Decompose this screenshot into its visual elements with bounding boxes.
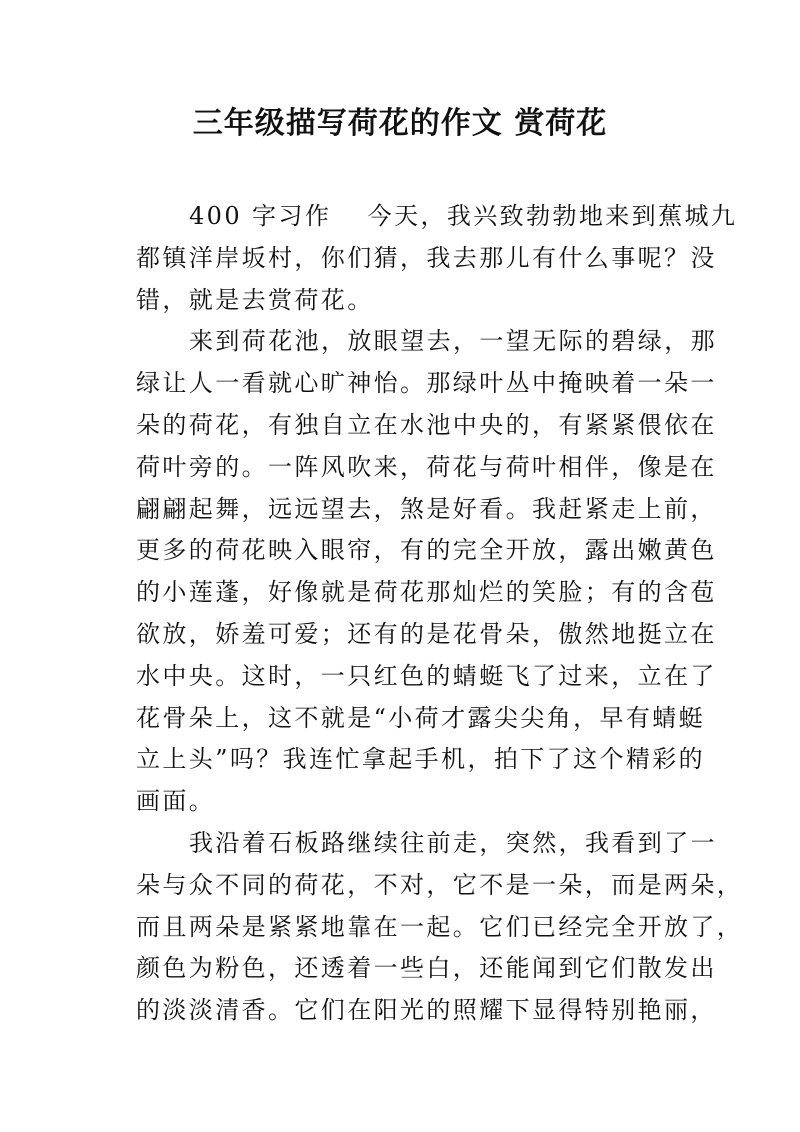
text-line: 而且两朵是紧紧地靠在一起。它们已经完全开放了， bbox=[136, 912, 744, 941]
text-line: 翩翩起舞，远远望去，煞是好看。我赶紧走上前， bbox=[136, 494, 717, 523]
text-line: 水中央。这时，一只红色的蜻蜓飞了过来，立在了 bbox=[136, 661, 717, 690]
text-line: 更多的荷花映入眼帘，有的完全开放，露出嫩黄色 bbox=[136, 536, 717, 565]
text-line: 我沿着石板路继续往前走，突然，我看到了一 bbox=[189, 828, 717, 857]
text-line: 400 字习作 今天，我兴致勃勃地来到蕉城九 bbox=[189, 202, 738, 230]
document-title: 三年级描写荷花的作文 赏荷花 bbox=[192, 106, 608, 141]
text-line: 朵与众不同的荷花，不对，它不是一朵，而是两朵， bbox=[136, 870, 744, 899]
text-line: 错，就是去赏荷花。 bbox=[136, 285, 374, 314]
text-line: 立上头”吗？我连忙拿起手机，拍下了这个精彩的 bbox=[136, 745, 706, 774]
document-body bbox=[136, 196, 744, 1032]
text-line: 绿让人一看就心旷神怡。那绿叶丛中掩映着一朵一 bbox=[136, 369, 717, 398]
text-line: 荷叶旁的。一阵风吹来，荷花与荷叶相伴，像是在 bbox=[136, 452, 717, 481]
text-line: 的小莲蓬，好像就是荷花那灿烂的笑脸；有的含苞 bbox=[136, 578, 717, 607]
text-line: 花骨朵上，这不就是“小荷才露尖尖角，早有蜻蜓 bbox=[136, 703, 706, 732]
text-line: 画面。 bbox=[136, 787, 216, 816]
text-line: 朵的荷花，有独自立在水池中央的，有紧紧偎依在 bbox=[136, 410, 717, 439]
text-line: 颜色为粉色，还透着一些白，还能闻到它们散发出 bbox=[136, 954, 717, 983]
text-line: 欲放，娇羞可爱；还有的是花骨朵，傲然地挺立在 bbox=[136, 619, 717, 648]
text-line: 都镇洋岸坂村，你们猜，我去那儿有什么事呢？没 bbox=[136, 243, 717, 272]
text-line: 的淡淡清香。它们在阳光的照耀下显得特别艳丽， bbox=[136, 996, 717, 1025]
text-line: 来到荷花池，放眼望去，一望无际的碧绿，那 bbox=[189, 327, 717, 356]
